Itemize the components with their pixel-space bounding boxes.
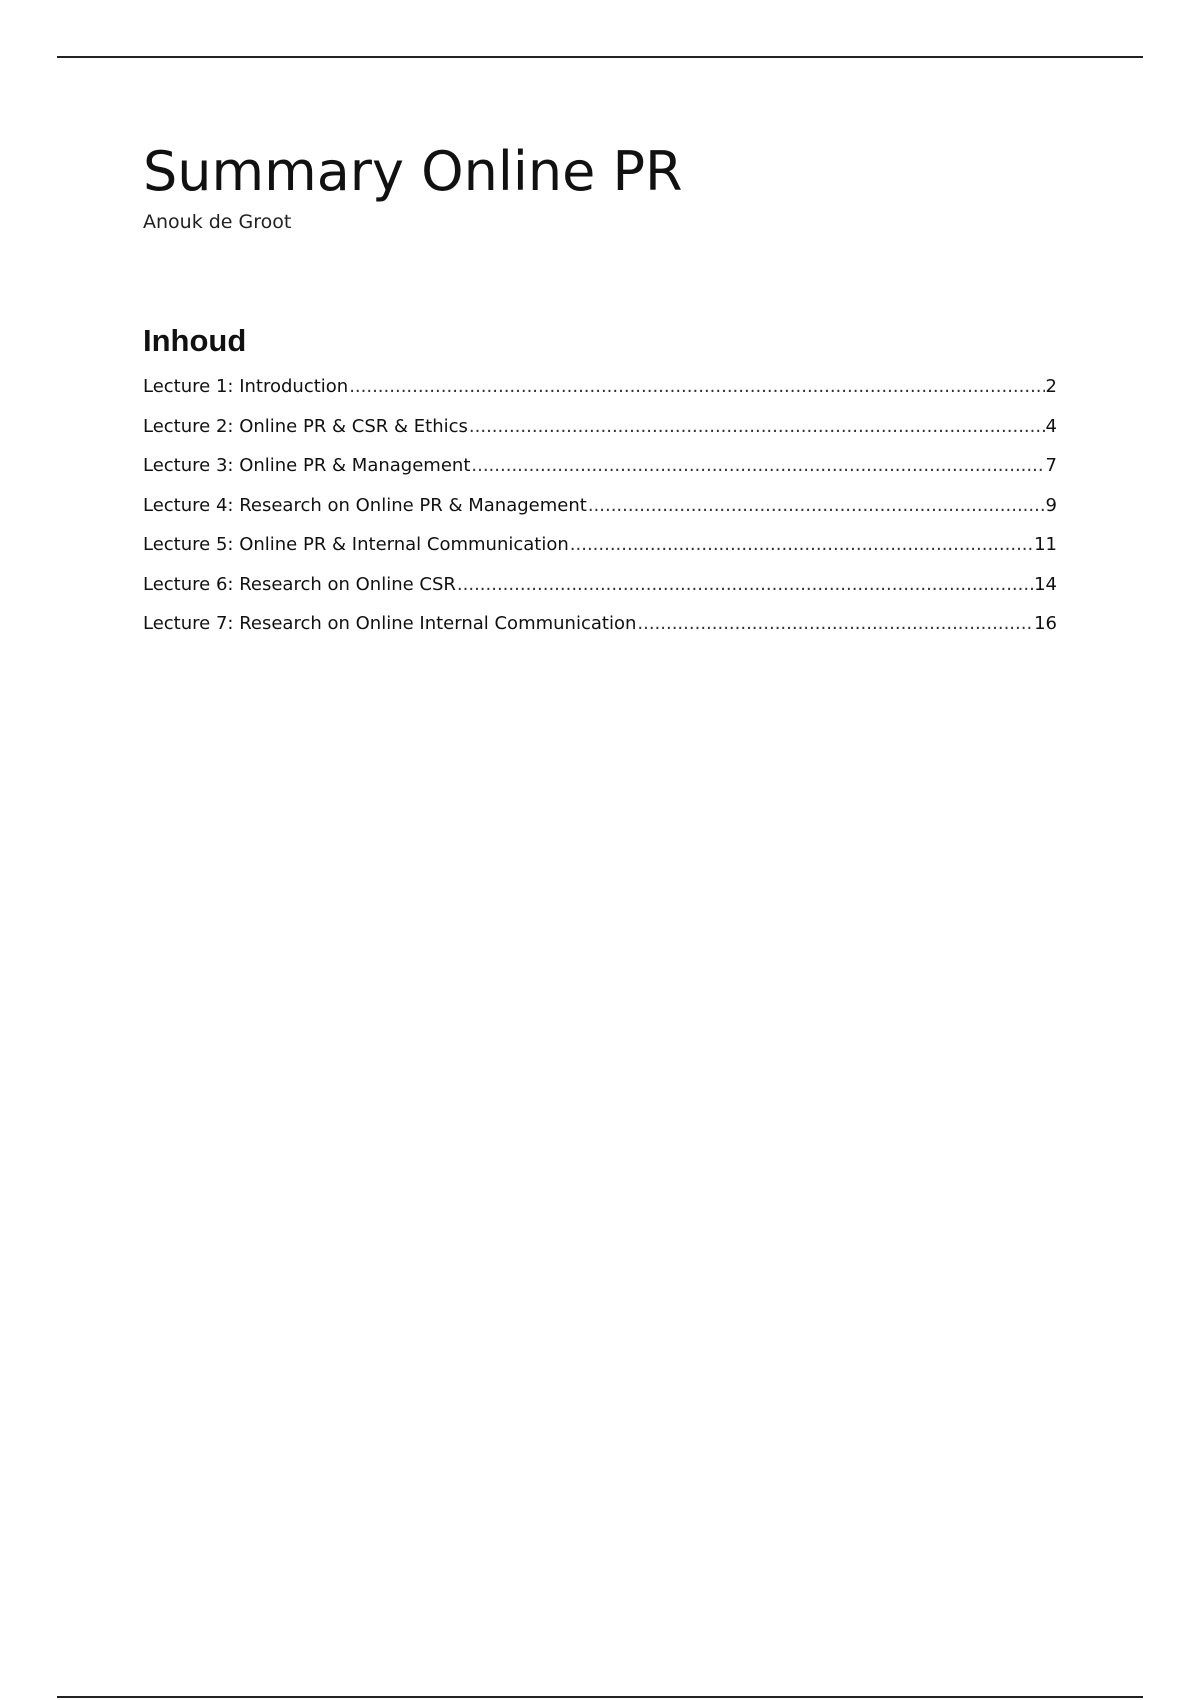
toc-entry-page: 14 xyxy=(1034,573,1057,595)
toc-entry-lecture-3[interactable] xyxy=(143,451,1057,491)
toc-dot-leader xyxy=(469,412,1045,442)
toc-dot-leader xyxy=(588,491,1045,521)
document-title: Summary Online PR xyxy=(143,140,683,203)
toc-entry-lecture-1[interactable] xyxy=(143,372,1057,412)
bottom-rule xyxy=(57,1696,1143,1698)
toc-entry-label: Lecture 4: Research on Online PR & Management xyxy=(143,494,587,516)
toc-entry-lecture-7[interactable] xyxy=(143,609,1057,649)
toc-entry-page: 7 xyxy=(1045,455,1057,476)
toc-entry-label: Lecture 1: Introduction xyxy=(143,376,349,397)
toc-entry-label: Lecture 5: Online PR & Internal Communication xyxy=(143,534,569,555)
toc-entry-lecture-4[interactable] xyxy=(143,491,1057,531)
toc-entry-label: Lecture 7: Research on Online Internal Communication xyxy=(143,613,637,634)
toc-entry-label: Lecture 3: Online PR & Management xyxy=(143,455,471,476)
top-rule xyxy=(57,56,1143,58)
toc-dot-leader xyxy=(570,530,1033,560)
toc-dot-leader xyxy=(471,451,1044,481)
toc-entry-lecture-2[interactable] xyxy=(143,412,1057,452)
toc-heading: Inhoud xyxy=(143,323,247,358)
toc-dot-leader xyxy=(457,570,1033,600)
toc-entry-page: 11 xyxy=(1034,534,1057,555)
toc-entry-lecture-6[interactable] xyxy=(143,570,1057,610)
toc-entry-page: 2 xyxy=(1045,376,1057,397)
toc-entry-page: 16 xyxy=(1034,613,1057,634)
toc-dot-leader xyxy=(349,372,1044,402)
toc-entry-label: Lecture 6: Research on Online CSR xyxy=(143,573,456,595)
document-author: Anouk de Groot xyxy=(143,211,292,233)
toc-entry-lecture-5[interactable] xyxy=(143,530,1057,570)
table-of-contents xyxy=(143,372,1057,649)
toc-entry-page: 9 xyxy=(1045,494,1057,516)
toc-entry-label: Lecture 2: Online PR & CSR & Ethics xyxy=(143,415,468,437)
toc-dot-leader xyxy=(637,609,1033,639)
toc-entry-page: 4 xyxy=(1045,415,1057,437)
